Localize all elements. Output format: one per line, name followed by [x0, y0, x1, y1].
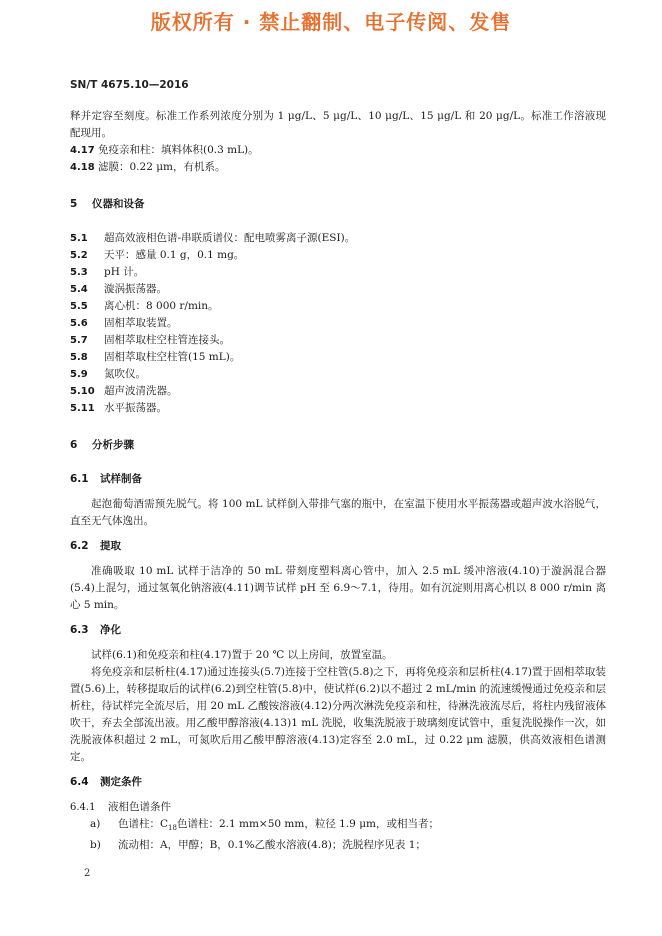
subsection-heading: [70, 622, 606, 639]
equipment-number: 5.3: [70, 267, 88, 278]
reagent-text: 免疫亲和柱：填料体积(0.3 mL)。: [98, 144, 259, 156]
equipment-item: [70, 332, 606, 349]
section-number: 6: [70, 439, 78, 451]
equipment-text: 漩涡振荡器。: [104, 283, 167, 295]
mobile-phase-text: 流动相：A，甲醇；B，0.1%乙酸水溶液(4.8)；洗脱程序见表 1；: [118, 839, 426, 852]
equipment-number: 5.11: [70, 403, 95, 414]
subsection-heading: [70, 538, 606, 555]
subsubsection-number: 6.4.1: [70, 802, 96, 813]
reagent-number: 4.18: [70, 162, 95, 173]
subsection-title: 净化: [100, 624, 121, 636]
cleanup-paragraph-1: 试样(6.1)和免疫亲和柱(4.17)置于 20 ℃ 以上房间，放置室温。: [91, 649, 393, 661]
equipment-item: [70, 230, 606, 247]
cleanup-paragraph-2: 将免疫亲和层析柱(4.17)通过连接头(5.7)连接于空柱管(5.8)之下，再将免疫亲和层析柱(4.17)置于固相萃取装置(5.6)上，转移提取后的试样(6.2)到空柱管(5.8)中，使试样(6.2)以不超过 2 mL/min 的流速缓慢通过免疫亲和层析柱，待试样完全流尽后，用 20 mL 乙酸铵溶液(4.12)分两次淋洗免疫亲和柱，待淋洗液流尽后，将柱内残留液体吹干，弃去全部流出液。用乙酸甲醇溶液(4.13)1 mL 洗脱，收集洗脱液于玻璃刻度试管中，重复洗脱操作一次，如洗脱液体积超过 2 mL，可氮吹后用乙酸甲醇溶液(4.13)定容至 2.0 mL，过 0.22 μm 滤膜，供高效液相色谱测定。: [70, 666, 606, 763]
equipment-number: 5.6: [70, 318, 88, 329]
equipment-item: [70, 315, 606, 332]
equipment-number: 5.10: [70, 386, 95, 397]
document-body: [70, 108, 606, 854]
equipment-item: [70, 281, 606, 298]
equipment-text: 固相萃取柱空柱管连接头。: [104, 334, 230, 346]
watermark-banner: 版权所有 · 禁止翻制、电子传阅、发售: [150, 10, 512, 34]
list-label: b): [90, 839, 101, 852]
reagent-text: 滤膜：0.22 μm，有机系。: [98, 161, 226, 173]
list-item: [70, 816, 606, 837]
equipment-item: [70, 366, 606, 383]
extraction-paragraph: 准确吸取 10 mL 试样于洁净的 50 mL 带刻度塑料离心管中，加入 2.5 mL 缓冲溶液(4.10)于漩涡混合器(5.4)上混匀，通过氢氧化钠溶液(4.11)调节试样 pH 至 6.9～7.1，待用。如有沉淀则用离心机以 8 000 r/min 离心 5 min。: [70, 565, 606, 611]
equipment-number: 5.5: [70, 301, 88, 312]
section-heading: [70, 437, 606, 454]
sample-prep-paragraph: 起泡葡萄酒需预先脱气。将 100 mL 试样倒入带排气塞的瓶中，在室温下使用水平振荡器或超声波水浴脱气，直至无气体逸出。: [70, 498, 606, 527]
list-item: [70, 837, 606, 854]
subsection-heading: [70, 774, 606, 791]
equipment-item: [70, 383, 606, 400]
equipment-number: 5.7: [70, 335, 88, 346]
equipment-number: 5.2: [70, 250, 88, 261]
subsubsection-title: 液相色谱条件: [108, 801, 171, 813]
equipment-item: [70, 298, 606, 315]
equipment-text: 超高效液相色谱-串联质谱仪：配电喷雾离子源(ESI)。: [104, 232, 356, 244]
equipment-item: [70, 400, 606, 417]
subsubsection-heading: [70, 799, 606, 816]
equipment-text: 固相萃取装置。: [104, 317, 178, 329]
subsection-title: 试样制备: [100, 473, 142, 485]
equipment-item: [70, 247, 606, 264]
equipment-text: 氮吹仪。: [104, 368, 146, 380]
equipment-number: 5.9: [70, 369, 88, 380]
subsection-number: 6.4: [70, 776, 89, 788]
standard-code: SN/T 4675.10—2016: [70, 79, 189, 91]
equipment-text: pH 计。: [104, 266, 145, 278]
equipment-number: 5.1: [70, 233, 88, 244]
equipment-text: 超声波清洗器。: [104, 385, 178, 397]
equipment-number: 5.4: [70, 284, 88, 295]
section-title: 仪器和设备: [92, 198, 145, 210]
equipment-number: 5.8: [70, 352, 88, 363]
subsection-title: 提取: [100, 540, 121, 552]
page-number: 2: [84, 868, 91, 879]
subsection-number: 6.2: [70, 540, 89, 552]
subsection-number: 6.1: [70, 473, 89, 485]
equipment-item: [70, 264, 606, 281]
equipment-text: 离心机：8 000 r/min。: [104, 300, 219, 312]
subsection-heading: [70, 471, 606, 488]
reagent-number: 4.17: [70, 145, 95, 156]
reagent-item: [70, 159, 606, 176]
section-title: 分析步骤: [92, 439, 134, 451]
equipment-text: 天平：感量 0.1 g，0.1 mg。: [104, 249, 245, 261]
list-label: a): [90, 818, 101, 830]
subsection-title: 测定条件: [100, 776, 142, 788]
equipment-text: 固相萃取柱空柱管(15 mL)。: [104, 351, 241, 363]
section-heading: [70, 196, 606, 213]
equipment-item: [70, 349, 606, 366]
column-spec-text: 色谱柱：$C_{18}$色谱柱：2.1 mm×50 mm，粒径 1.9 μm，或相当者；: [118, 818, 439, 833]
equipment-text: 水平振荡器。: [104, 402, 167, 414]
subsection-number: 6.3: [70, 624, 89, 636]
intro-paragraph: 释并定容至刻度。标准工作系列浓度分别为 1 μg/L、5 μg/L、10 μg/L、15 μg/L 和 20 μg/L。标准工作溶液现配现用。: [70, 110, 606, 139]
section-number: 5: [70, 198, 78, 210]
reagent-item: [70, 142, 606, 159]
